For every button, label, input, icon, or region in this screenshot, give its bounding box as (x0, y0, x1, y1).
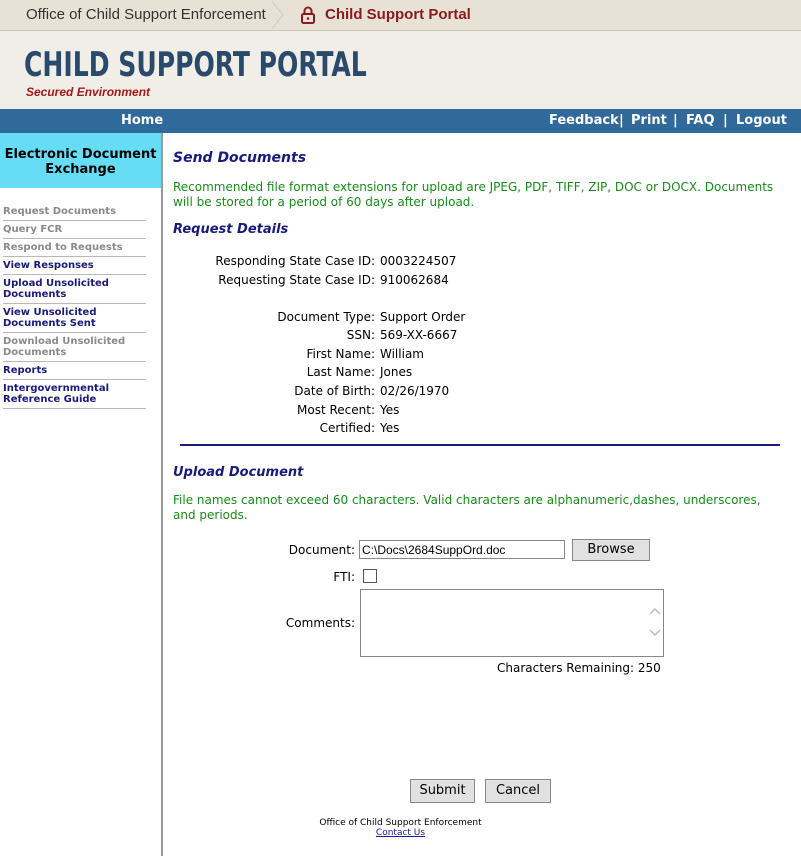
site-subtitle: Secured Environment (26, 85, 151, 99)
sidebar (0, 133, 163, 856)
nav-logout-link[interactable]: Logout (736, 113, 787, 128)
footer (0, 818, 801, 838)
nav-faq-link[interactable]: FAQ (686, 113, 715, 128)
fti-label: FTI: (333, 570, 355, 584)
request-details-heading: Request Details (173, 222, 289, 237)
browse-button[interactable]: Browse (572, 539, 650, 561)
site-header (0, 31, 801, 109)
sidebar-heading (0, 133, 161, 188)
lock-icon (298, 5, 318, 25)
scroll-up-icon[interactable] (649, 606, 661, 616)
sidebar-item-reports[interactable]: Reports (3, 362, 146, 380)
document-type-value: Support Order (380, 310, 466, 324)
chars-remaining (497, 661, 661, 675)
cancel-button[interactable]: Cancel (485, 779, 551, 803)
site-title: CHILD SUPPORT PORTAL (24, 45, 367, 85)
upload-document-heading: Upload Document (173, 465, 304, 480)
footer-org: Office of Child Support Enforcement (319, 818, 482, 828)
first-name-value: William (380, 347, 424, 361)
sidebar-item-request-documents: Request Documents (3, 203, 146, 221)
requesting-case-id-value: 910062684 (380, 273, 449, 287)
document-file-input[interactable] (359, 540, 565, 559)
nav-separator: | (723, 113, 728, 128)
nav-separator: | (619, 113, 624, 128)
scroll-down-icon[interactable] (649, 628, 661, 638)
responding-case-id-label: Responding State Case ID: (215, 254, 375, 268)
sidebar-item-upload-unsolicited[interactable]: Upload Unsolicited Documents (3, 275, 146, 304)
ssn-value: 569-XX-6667 (380, 328, 458, 342)
upload-info-text: File names cannot exceed 60 characters. Valid characters are alphanumeric,dashes, underscores, and periods. (173, 493, 761, 522)
submit-button[interactable]: Submit (410, 779, 475, 803)
section-divider (180, 444, 780, 446)
format-info-text: Recommended file format extensions for upload are JPEG, PDF, TIFF, ZIP, DOC or DOCX. Documents will be stored for a period of 60 days after upload. (173, 180, 774, 209)
sidebar-menu (3, 203, 146, 409)
certified-value: Yes (380, 421, 400, 435)
comments-textarea[interactable] (360, 589, 664, 657)
chars-remaining-value: 250 (637, 661, 661, 675)
nav-print-link[interactable]: Print (631, 113, 667, 128)
sidebar-item-respond-to-requests: Respond to Requests (3, 239, 146, 257)
nav-feedback-link[interactable]: Feedback (549, 113, 619, 128)
last-name-label: Last Name: (306, 365, 375, 379)
breadcrumb-portal-label: Child Support Portal (325, 6, 471, 23)
sidebar-item-view-unsolicited-sent[interactable]: View Unsolicited Documents Sent (3, 304, 146, 333)
most-recent-value: Yes (380, 403, 400, 417)
dob-label: Date of Birth: (294, 384, 375, 398)
comments-label: Comments: (285, 616, 355, 630)
fti-checkbox[interactable] (363, 569, 377, 583)
sidebar-item-intergovernmental-guide[interactable]: Intergovernmental Reference Guide (3, 380, 146, 409)
nav-separator: | (673, 113, 678, 128)
last-name-value: Jones (380, 365, 413, 379)
breadcrumb-org-label[interactable]: Office of Child Support Enforcement (26, 6, 266, 23)
document-label: Document: (288, 543, 355, 557)
sidebar-item-query-fcr: Query FCR (3, 221, 146, 239)
responding-case-id-value: 0003224507 (380, 254, 457, 268)
sidebar-item-view-responses[interactable]: View Responses (3, 257, 146, 275)
breadcrumb-separator-fill (270, 0, 282, 30)
page-title: Send Documents (173, 150, 307, 166)
breadcrumb (0, 0, 801, 31)
sidebar-item-download-unsolicited: Download Unsolicited Documents (3, 333, 146, 362)
ssn-label: SSN: (346, 328, 375, 342)
requesting-case-id-label: Requesting State Case ID: (218, 273, 375, 287)
nav-home-link[interactable]: Home (121, 113, 164, 128)
document-type-label: Document Type: (277, 310, 375, 324)
sidebar-heading-label: Electronic Document Exchange (4, 147, 157, 177)
dob-value: 02/26/1970 (380, 384, 450, 398)
certified-label: Certified: (319, 421, 375, 435)
breadcrumb-org[interactable] (0, 0, 282, 30)
most-recent-label: Most Recent: (297, 403, 375, 417)
chars-remaining-label: Characters Remaining: (497, 661, 635, 675)
contact-us-link[interactable]: Contact Us (375, 828, 426, 838)
first-name-label: First Name: (306, 347, 375, 361)
nav-bar (0, 109, 801, 133)
